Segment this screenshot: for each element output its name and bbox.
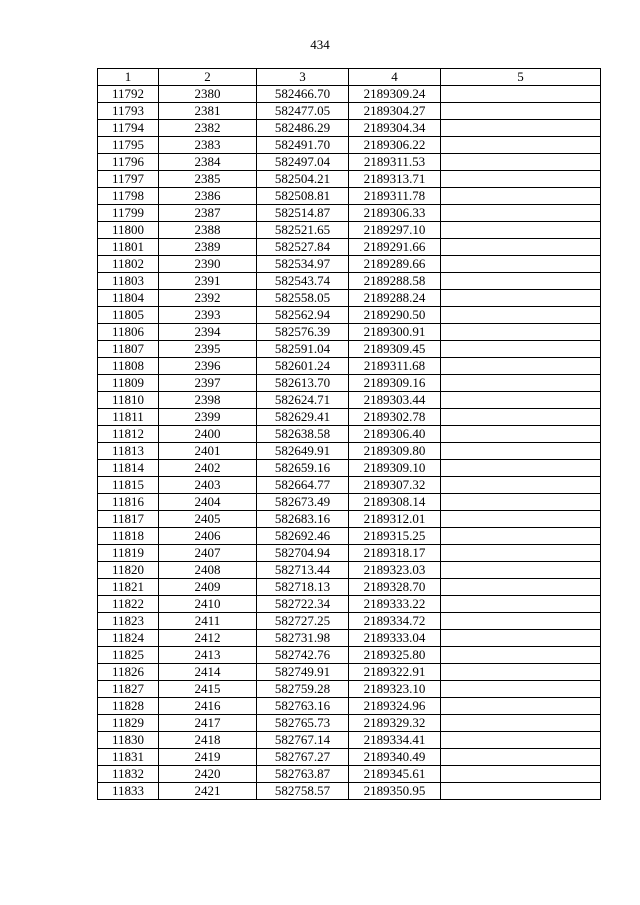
table-cell-col-3: 582543.74 (257, 273, 349, 290)
table-cell-col-3: 582763.16 (257, 698, 349, 715)
table-cell-col-5 (441, 477, 601, 494)
table-cell-col-5 (441, 137, 601, 154)
table-cell-col-2: 2386 (159, 188, 257, 205)
table-cell-col-5 (441, 307, 601, 324)
table-cell-col-2: 2391 (159, 273, 257, 290)
table-cell-col-4: 2189302.78 (349, 409, 441, 426)
table-cell-col-3: 582613.70 (257, 375, 349, 392)
table-cell-col-3: 582659.16 (257, 460, 349, 477)
table-cell-col-2: 2397 (159, 375, 257, 392)
table-cell-col-5 (441, 630, 601, 647)
table-cell-col-5 (441, 358, 601, 375)
table-row (98, 324, 601, 341)
table-row (98, 562, 601, 579)
table-cell-col-2: 2385 (159, 171, 257, 188)
table-cell-col-4: 2189304.27 (349, 103, 441, 120)
table-cell-col-3: 582514.87 (257, 205, 349, 222)
table-cell-col-2: 2415 (159, 681, 257, 698)
table-cell-col-3: 582527.84 (257, 239, 349, 256)
table-cell-col-3: 582692.46 (257, 528, 349, 545)
table-cell-col-2: 2404 (159, 494, 257, 511)
table-cell-col-5 (441, 409, 601, 426)
table-cell-col-1: 11803 (98, 273, 159, 290)
table-row (98, 528, 601, 545)
table-cell-col-4: 2189307.32 (349, 477, 441, 494)
table-cell-col-1: 11818 (98, 528, 159, 545)
table-cell-col-1: 11815 (98, 477, 159, 494)
table-cell-col-4: 2189312.01 (349, 511, 441, 528)
table-cell-col-4: 2189309.80 (349, 443, 441, 460)
table-cell-col-1: 11793 (98, 103, 159, 120)
column-header-3: 3 (257, 69, 349, 86)
table-cell-col-1: 11800 (98, 222, 159, 239)
table-cell-col-4: 2189325.80 (349, 647, 441, 664)
table-cell-col-5 (441, 375, 601, 392)
table-cell-col-1: 11805 (98, 307, 159, 324)
table-row (98, 205, 601, 222)
table-cell-col-5 (441, 715, 601, 732)
table-cell-col-5 (441, 120, 601, 137)
table-cell-col-5 (441, 749, 601, 766)
table-cell-col-2: 2414 (159, 664, 257, 681)
table-cell-col-1: 11796 (98, 154, 159, 171)
table-cell-col-3: 582638.58 (257, 426, 349, 443)
table-cell-col-3: 582504.21 (257, 171, 349, 188)
table-cell-col-4: 2189300.91 (349, 324, 441, 341)
table-cell-col-4: 2189304.34 (349, 120, 441, 137)
table-cell-col-1: 11816 (98, 494, 159, 511)
table-cell-col-1: 11829 (98, 715, 159, 732)
table-cell-col-2: 2402 (159, 460, 257, 477)
table-header-row (98, 69, 601, 86)
table-cell-col-4: 2189306.40 (349, 426, 441, 443)
table-cell-col-2: 2407 (159, 545, 257, 562)
table-cell-col-1: 11792 (98, 86, 159, 103)
table-cell-col-5 (441, 171, 601, 188)
table-cell-col-5 (441, 596, 601, 613)
table-cell-col-4: 2189333.22 (349, 596, 441, 613)
table-cell-col-3: 582763.87 (257, 766, 349, 783)
table-body (98, 86, 601, 800)
table-row (98, 732, 601, 749)
table-cell-col-5 (441, 783, 601, 800)
table-cell-col-1: 11802 (98, 256, 159, 273)
table-cell-col-1: 11823 (98, 613, 159, 630)
table-cell-col-2: 2413 (159, 647, 257, 664)
table-cell-col-5 (441, 154, 601, 171)
table-row (98, 239, 601, 256)
coordinates-table (97, 68, 601, 800)
table-cell-col-3: 582562.94 (257, 307, 349, 324)
table-cell-col-5 (441, 528, 601, 545)
table-row (98, 188, 601, 205)
table-cell-col-5 (441, 698, 601, 715)
table-cell-col-1: 11824 (98, 630, 159, 647)
table-cell-col-1: 11821 (98, 579, 159, 596)
table-cell-col-3: 582731.98 (257, 630, 349, 647)
table-cell-col-1: 11809 (98, 375, 159, 392)
table-cell-col-3: 582601.24 (257, 358, 349, 375)
table-row (98, 596, 601, 613)
table-cell-col-2: 2393 (159, 307, 257, 324)
table-cell-col-2: 2389 (159, 239, 257, 256)
table-cell-col-3: 582727.25 (257, 613, 349, 630)
table-cell-col-5 (441, 766, 601, 783)
table-cell-col-5 (441, 392, 601, 409)
table-cell-col-3: 582576.39 (257, 324, 349, 341)
table-cell-col-1: 11827 (98, 681, 159, 698)
table-cell-col-4: 2189288.24 (349, 290, 441, 307)
table-cell-col-3: 582486.29 (257, 120, 349, 137)
table-cell-col-3: 582718.13 (257, 579, 349, 596)
table-cell-col-5 (441, 664, 601, 681)
table-cell-col-4: 2189340.49 (349, 749, 441, 766)
column-header-5: 5 (441, 69, 601, 86)
table-cell-col-4: 2189311.53 (349, 154, 441, 171)
table-cell-col-5 (441, 443, 601, 460)
table-row (98, 137, 601, 154)
table-cell-col-1: 11808 (98, 358, 159, 375)
table-cell-col-2: 2418 (159, 732, 257, 749)
table-cell-col-3: 582759.28 (257, 681, 349, 698)
table-cell-col-2: 2398 (159, 392, 257, 409)
table-cell-col-3: 582558.05 (257, 290, 349, 307)
table-cell-col-3: 582683.16 (257, 511, 349, 528)
table-cell-col-4: 2189328.70 (349, 579, 441, 596)
table-cell-col-5 (441, 341, 601, 358)
table-cell-col-2: 2421 (159, 783, 257, 800)
table-row (98, 715, 601, 732)
table-row (98, 341, 601, 358)
table-cell-col-1: 11807 (98, 341, 159, 358)
table-cell-col-5 (441, 86, 601, 103)
table-cell-col-2: 2380 (159, 86, 257, 103)
table-cell-col-2: 2403 (159, 477, 257, 494)
table-cell-col-3: 582673.49 (257, 494, 349, 511)
table-row (98, 460, 601, 477)
table-row (98, 409, 601, 426)
table-cell-col-5 (441, 579, 601, 596)
table-cell-col-5 (441, 205, 601, 222)
table-cell-col-3: 582704.94 (257, 545, 349, 562)
table-cell-col-1: 11810 (98, 392, 159, 409)
table-cell-col-1: 11794 (98, 120, 159, 137)
table-cell-col-2: 2416 (159, 698, 257, 715)
table-row (98, 86, 601, 103)
table-row (98, 613, 601, 630)
table-cell-col-2: 2409 (159, 579, 257, 596)
column-header-4: 4 (349, 69, 441, 86)
table-cell-col-2: 2411 (159, 613, 257, 630)
table-row (98, 358, 601, 375)
table-cell-col-1: 11828 (98, 698, 159, 715)
table-row (98, 494, 601, 511)
table-cell-col-4: 2189334.72 (349, 613, 441, 630)
table-cell-col-3: 582767.27 (257, 749, 349, 766)
table-cell-col-4: 2189322.91 (349, 664, 441, 681)
table-cell-col-1: 11822 (98, 596, 159, 613)
table-cell-col-3: 582624.71 (257, 392, 349, 409)
table-cell-col-3: 582466.70 (257, 86, 349, 103)
table-cell-col-1: 11797 (98, 171, 159, 188)
table-cell-col-2: 2384 (159, 154, 257, 171)
table-row (98, 647, 601, 664)
table-cell-col-2: 2390 (159, 256, 257, 273)
table-cell-col-4: 2189329.32 (349, 715, 441, 732)
table-row (98, 154, 601, 171)
table-row (98, 766, 601, 783)
table-cell-col-4: 2189308.14 (349, 494, 441, 511)
table-row (98, 698, 601, 715)
table-cell-col-5 (441, 290, 601, 307)
table-cell-col-5 (441, 732, 601, 749)
table-cell-col-3: 582749.91 (257, 664, 349, 681)
table-cell-col-2: 2419 (159, 749, 257, 766)
table-cell-col-1: 11830 (98, 732, 159, 749)
table-cell-col-3: 582497.04 (257, 154, 349, 171)
table-cell-col-4: 2189334.41 (349, 732, 441, 749)
table-cell-col-2: 2412 (159, 630, 257, 647)
table-cell-col-5 (441, 511, 601, 528)
table-cell-col-4: 2189297.10 (349, 222, 441, 239)
table-row (98, 545, 601, 562)
table-cell-col-4: 2189303.44 (349, 392, 441, 409)
column-header-2: 2 (159, 69, 257, 86)
table-cell-col-5 (441, 222, 601, 239)
table-cell-col-4: 2189323.03 (349, 562, 441, 579)
table-cell-col-5 (441, 562, 601, 579)
table-cell-col-3: 582491.70 (257, 137, 349, 154)
table-cell-col-2: 2382 (159, 120, 257, 137)
table-cell-col-4: 2189289.66 (349, 256, 441, 273)
table-cell-col-1: 11832 (98, 766, 159, 783)
table-cell-col-1: 11801 (98, 239, 159, 256)
table-cell-col-1: 11819 (98, 545, 159, 562)
table-cell-col-3: 582664.77 (257, 477, 349, 494)
table-cell-col-1: 11831 (98, 749, 159, 766)
table-cell-col-5 (441, 494, 601, 511)
table-cell-col-4: 2189318.17 (349, 545, 441, 562)
table-cell-col-3: 582765.73 (257, 715, 349, 732)
table-cell-col-2: 2383 (159, 137, 257, 154)
table-row (98, 392, 601, 409)
table-cell-col-5 (441, 239, 601, 256)
table-cell-col-2: 2405 (159, 511, 257, 528)
table-cell-col-4: 2189290.50 (349, 307, 441, 324)
table-cell-col-2: 2396 (159, 358, 257, 375)
table-cell-col-2: 2410 (159, 596, 257, 613)
table-cell-col-3: 582758.57 (257, 783, 349, 800)
table-cell-col-1: 11811 (98, 409, 159, 426)
table-cell-col-3: 582508.81 (257, 188, 349, 205)
table-cell-col-1: 11826 (98, 664, 159, 681)
table-cell-col-4: 2189309.24 (349, 86, 441, 103)
table-row (98, 681, 601, 698)
table-cell-col-5 (441, 460, 601, 477)
table-row (98, 579, 601, 596)
table-row (98, 783, 601, 800)
table-cell-col-5 (441, 103, 601, 120)
table-cell-col-2: 2381 (159, 103, 257, 120)
table-cell-col-5 (441, 273, 601, 290)
table-row (98, 664, 601, 681)
table-cell-col-1: 11799 (98, 205, 159, 222)
table-cell-col-2: 2406 (159, 528, 257, 545)
table-cell-col-4: 2189291.66 (349, 239, 441, 256)
table-row (98, 290, 601, 307)
table-cell-col-2: 2400 (159, 426, 257, 443)
table-cell-col-2: 2408 (159, 562, 257, 579)
table-row (98, 307, 601, 324)
table-cell-col-5 (441, 324, 601, 341)
table-cell-col-4: 2189315.25 (349, 528, 441, 545)
table-row (98, 511, 601, 528)
table-cell-col-5 (441, 426, 601, 443)
table-cell-col-1: 11814 (98, 460, 159, 477)
table-cell-col-4: 2189309.10 (349, 460, 441, 477)
table-cell-col-3: 582521.65 (257, 222, 349, 239)
table-cell-col-3: 582713.44 (257, 562, 349, 579)
table-cell-col-4: 2189306.22 (349, 137, 441, 154)
table-cell-col-5 (441, 613, 601, 630)
table-cell-col-4: 2189350.95 (349, 783, 441, 800)
table-cell-col-2: 2420 (159, 766, 257, 783)
table-cell-col-4: 2189313.71 (349, 171, 441, 188)
table-cell-col-1: 11806 (98, 324, 159, 341)
table-cell-col-4: 2189288.58 (349, 273, 441, 290)
table-cell-col-1: 11798 (98, 188, 159, 205)
table-cell-col-4: 2189345.61 (349, 766, 441, 783)
table-cell-col-4: 2189309.45 (349, 341, 441, 358)
table-cell-col-2: 2401 (159, 443, 257, 460)
table-cell-col-1: 11825 (98, 647, 159, 664)
table-row (98, 171, 601, 188)
table-cell-col-3: 582722.34 (257, 596, 349, 613)
table-cell-col-5 (441, 188, 601, 205)
table-cell-col-1: 11817 (98, 511, 159, 528)
table-cell-col-1: 11812 (98, 426, 159, 443)
table-cell-col-2: 2392 (159, 290, 257, 307)
table-row (98, 120, 601, 137)
table-cell-col-3: 582767.14 (257, 732, 349, 749)
table-cell-col-1: 11813 (98, 443, 159, 460)
table-cell-col-2: 2388 (159, 222, 257, 239)
table-cell-col-5 (441, 681, 601, 698)
table-cell-col-5 (441, 256, 601, 273)
table-cell-col-4: 2189311.78 (349, 188, 441, 205)
table-cell-col-3: 582477.05 (257, 103, 349, 120)
table-cell-col-5 (441, 647, 601, 664)
table-row (98, 103, 601, 120)
table-cell-col-5 (441, 545, 601, 562)
table-cell-col-3: 582649.91 (257, 443, 349, 460)
table-cell-col-3: 582534.97 (257, 256, 349, 273)
table-cell-col-3: 582629.41 (257, 409, 349, 426)
table-cell-col-2: 2394 (159, 324, 257, 341)
table-cell-col-4: 2189323.10 (349, 681, 441, 698)
table-cell-col-2: 2417 (159, 715, 257, 732)
table-row (98, 256, 601, 273)
table-row (98, 749, 601, 766)
table-row (98, 426, 601, 443)
table-cell-col-2: 2387 (159, 205, 257, 222)
table-cell-col-4: 2189306.33 (349, 205, 441, 222)
table-row (98, 273, 601, 290)
table-cell-col-4: 2189333.04 (349, 630, 441, 647)
table-row (98, 630, 601, 647)
table-cell-col-1: 11804 (98, 290, 159, 307)
table-cell-col-2: 2395 (159, 341, 257, 358)
page-number: 434 (310, 37, 330, 52)
table-cell-col-4: 2189324.96 (349, 698, 441, 715)
table-cell-col-1: 11820 (98, 562, 159, 579)
column-header-1: 1 (98, 69, 159, 86)
table-cell-col-2: 2399 (159, 409, 257, 426)
table-cell-col-3: 582742.76 (257, 647, 349, 664)
table-cell-col-3: 582591.04 (257, 341, 349, 358)
table-row (98, 477, 601, 494)
table-cell-col-1: 11833 (98, 783, 159, 800)
table-cell-col-4: 2189311.68 (349, 358, 441, 375)
table-cell-col-4: 2189309.16 (349, 375, 441, 392)
table-row (98, 375, 601, 392)
table-cell-col-1: 11795 (98, 137, 159, 154)
table-row (98, 443, 601, 460)
table-row (98, 222, 601, 239)
